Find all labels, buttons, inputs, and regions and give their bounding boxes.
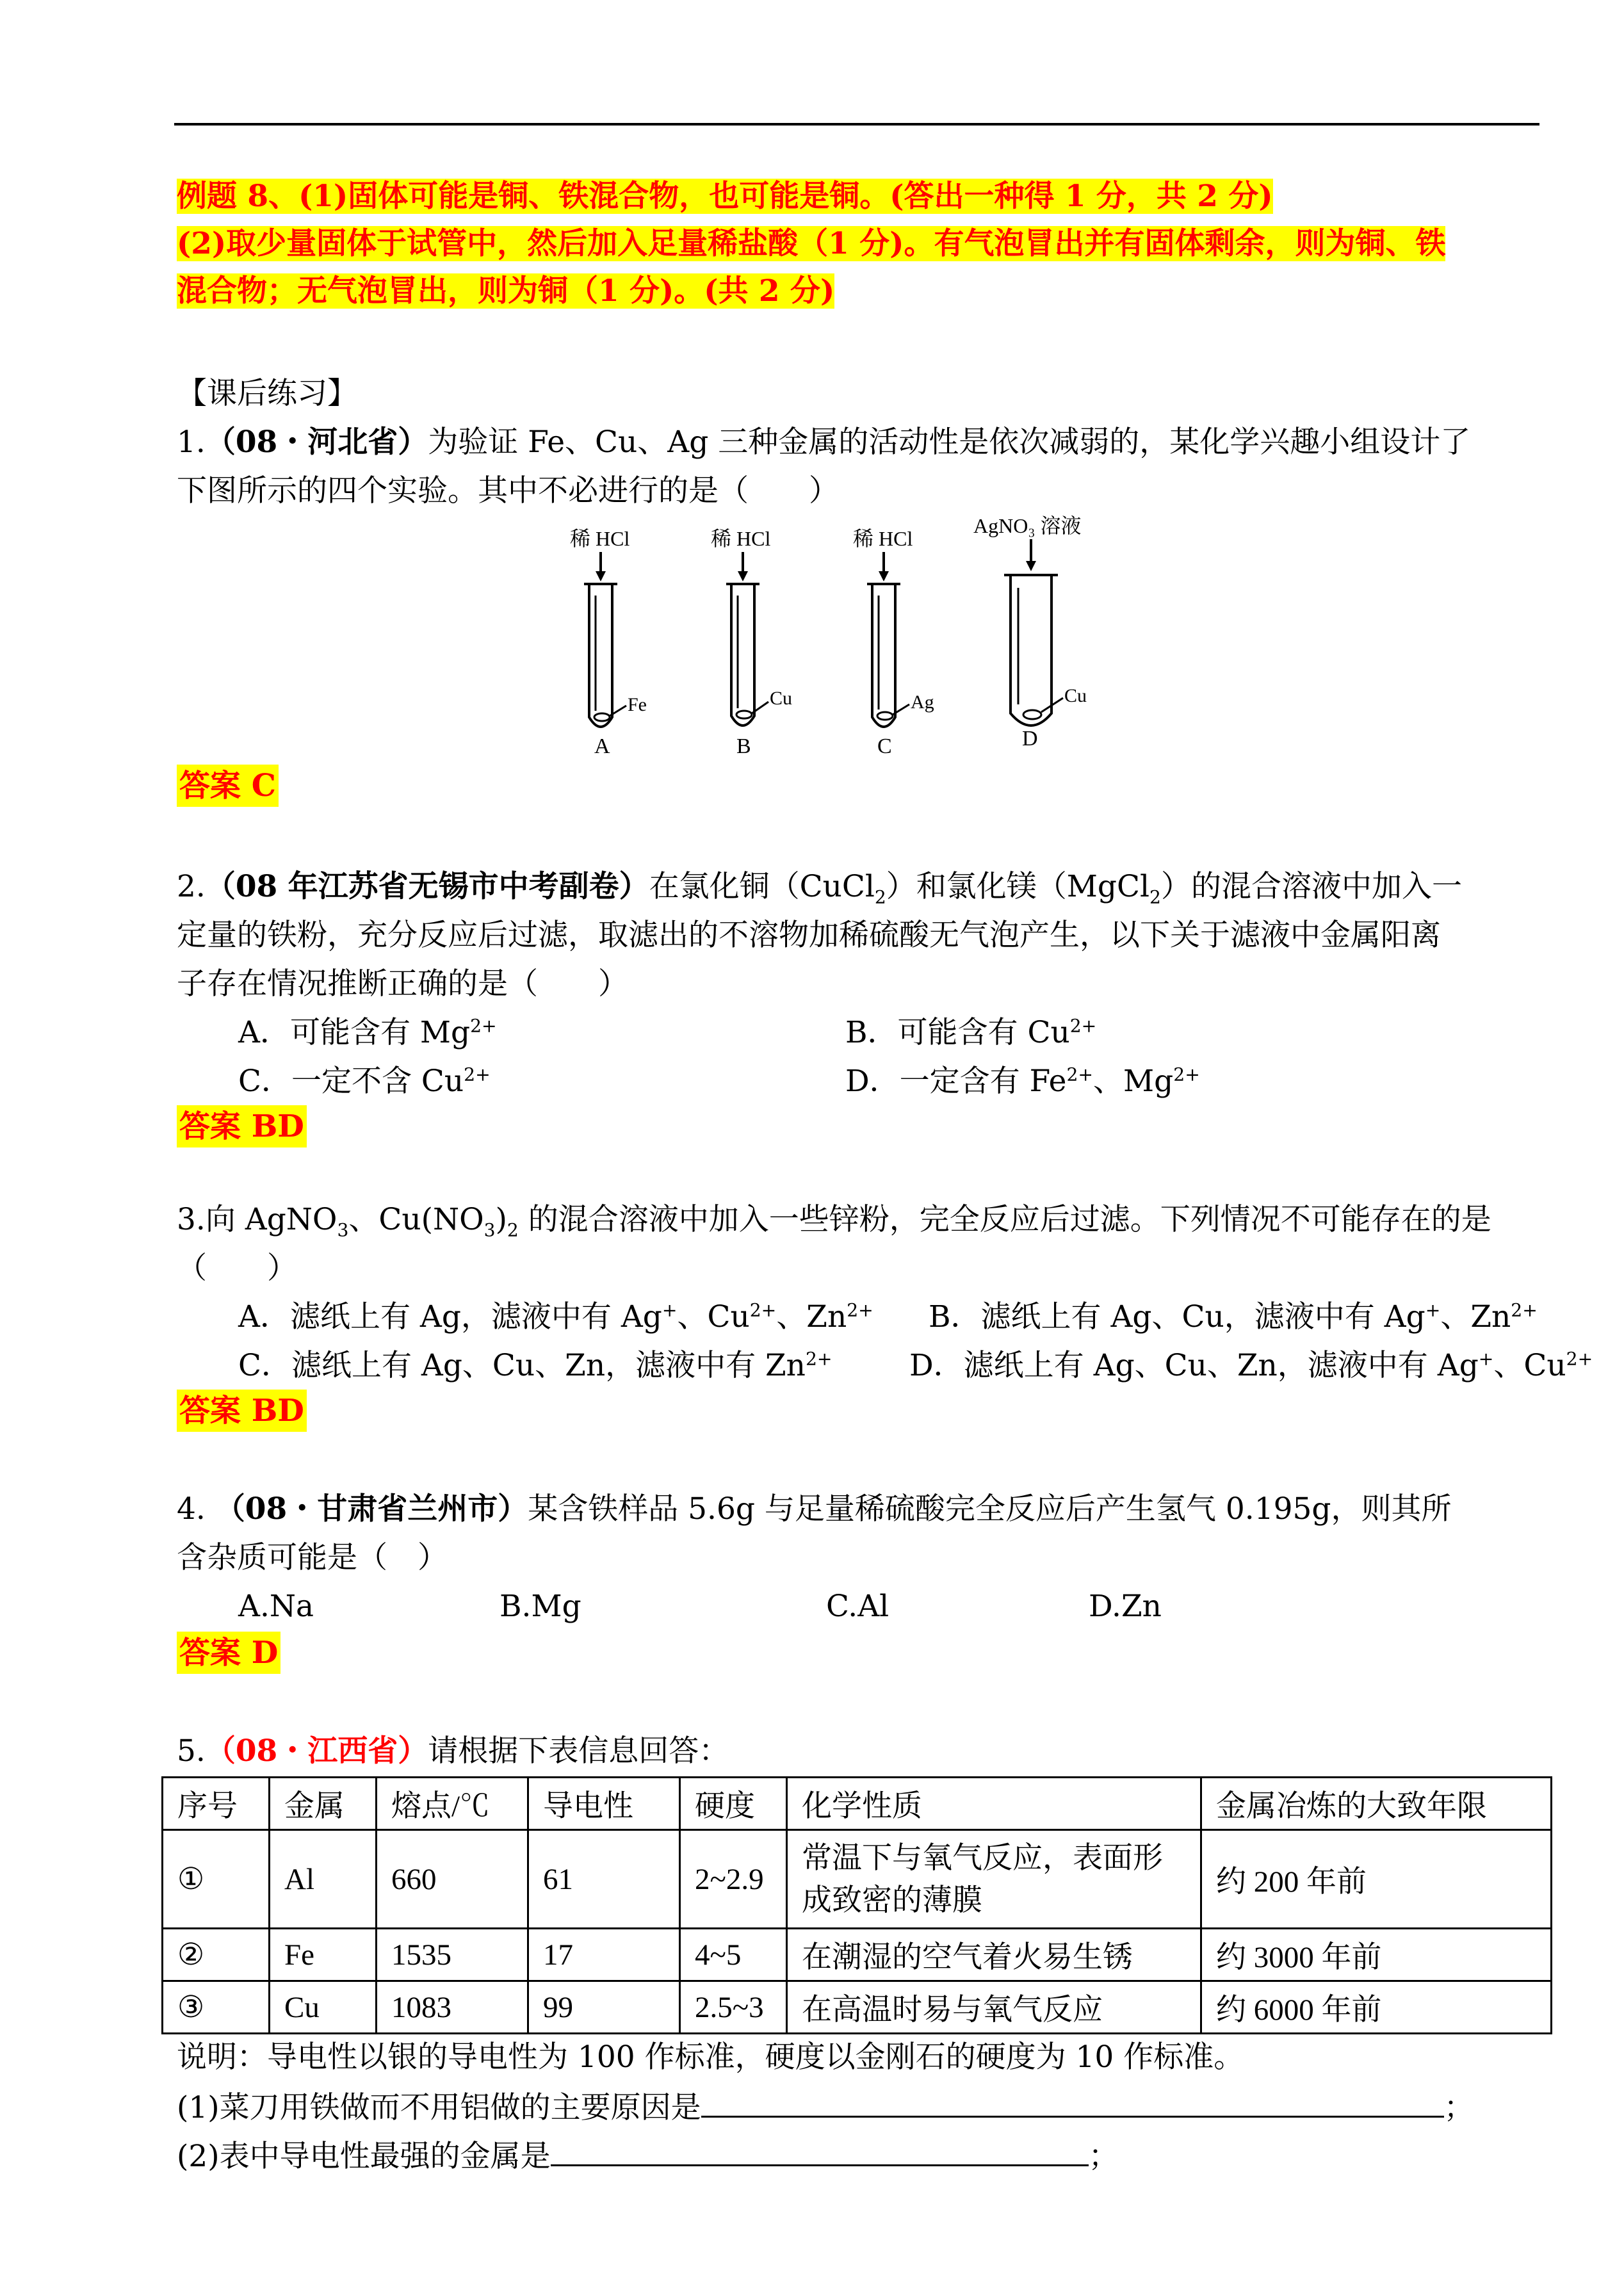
q3-option-a [238,1296,873,1338]
q5-subquestion-1 [177,2085,1474,2129]
q2-text-a2: ）和氯化镁（MgCl [886,869,1150,904]
tube-b-reagent: 稀 HCl [711,527,771,550]
q5-note: 说明：导电性以银的导电性为 100 作标准，硬度以金刚石的硬度为 10 作标准。 [177,2040,1244,2075]
header-cell: 化学性质 [787,1778,1201,1830]
q1-line1 [177,421,1470,464]
table-row [163,1830,1552,1929]
example8-line1: 例题 8、(1)固体可能是铜、铁混合物，也可能是铜。(答出一种得 1 分，共 2 分) [177,179,1273,214]
q5-sub2-end: ； [1088,2139,1119,2174]
section-title: 【课后练习】 [177,376,357,411]
q2-option-c [238,1060,491,1103]
q2-option-d-sup2: 2+ [1173,1064,1200,1085]
table-cell: 2~2.9 [680,1830,787,1929]
q4-text: 某含铁样品 5.6g 与足量稀硫酸完全反应后产生氢气 0.195g，则其所 [528,1491,1452,1527]
q2-option-c-text: C．一定不含 Cu [238,1064,464,1099]
q4-option-d: D.Zn [1089,1589,1162,1624]
table-cell: 4~5 [680,1929,787,1981]
q5-number: 5. [177,1733,206,1769]
tube-c-label: C [877,734,892,758]
table-cell: ③ [163,1981,270,2034]
header-cell: 序号 [163,1778,270,1830]
tube-d-label: D [1022,727,1038,750]
q2-answer: 答案 BD [177,1105,307,1148]
example8-line2: (2)取少量固体于试管中，然后加入足量稀盐酸（1 分)。有气泡冒出并有固体剩余，则为铜、铁 [177,226,1446,261]
table-cell: Fe [270,1929,377,1981]
header-cell: 金属 [270,1778,377,1830]
example8-line3: 混合物；无气泡冒出，则为铜（1 分)。(共 2 分) [177,273,835,309]
header-rule [174,123,1539,126]
table-cell: 17 [528,1929,680,1981]
q5-text: 请根据下表信息回答： [428,1733,729,1769]
table-row [163,1929,1552,1981]
tube-d-reagent: AgNO₃ 溶液 [973,514,1082,537]
q4-option-b: B.Mg [499,1589,581,1624]
example8-answer [177,173,1445,315]
q2-option-b [845,1012,1096,1054]
q2-text-a3: ）的混合溶液中加入一 [1160,869,1462,904]
q2-option-d-sup1: 2+ [1066,1064,1094,1085]
header-cell: 熔点/℃ [377,1778,528,1830]
table-cell: 1535 [377,1929,528,1981]
q2-option-d [845,1060,1200,1103]
q3-option-a-sup2: 2+ [749,1299,777,1321]
header-cell: 金属冶炼的大致年限 [1201,1778,1552,1830]
test-tube-figure [551,512,1153,762]
answer-blank-1[interactable] [701,2085,1444,2118]
q3-option-b-sup2: 2+ [1511,1299,1538,1321]
q4-option-a: A.Na [238,1589,314,1624]
tube-b [711,527,792,758]
q3-option-d-text1: D．滤纸上有 Ag、Cu、Zn，滤液中有 Ag [909,1348,1479,1383]
table-cell: 99 [528,1981,680,2034]
q4-line1 [177,1488,1452,1530]
q2-source: （08 年江苏省无锡市中考副卷） [205,869,649,904]
q2-option-a-sup: 2+ [470,1015,497,1037]
q3-sub3: 3 [337,1219,349,1241]
table-cell: 61 [528,1830,680,1929]
q2-line1 [177,866,1462,908]
table-cell: ② [163,1929,270,1981]
q3-text-a1: 3.向 AgNO [177,1202,337,1237]
q2-option-b-text: B．可能含有 Cu [845,1015,1070,1050]
table-cell: 约 200 年前 [1201,1830,1552,1929]
q3-option-b-text1: B．滤纸上有 Ag、Cu，滤液中有 Ag [929,1299,1425,1334]
q1-source: （08・河北省） [205,425,428,460]
q2-sub-b: 2 [1149,886,1161,908]
table-row [163,1981,1552,2034]
q3-sub3b: 3 [483,1219,496,1241]
q2-line2: 定量的铁粉，充分反应后过滤，取滤出的不溶物加稀硫酸无气泡产生，以下关于滤液中金属阳离 [177,918,1441,953]
q3-line2: （ ） [177,1251,297,1286]
q2-text-a1: 在氯化铜（CuCl [649,869,875,904]
table-cell: 660 [377,1830,528,1929]
q3-option-d-text2: 、Cu [1493,1348,1566,1383]
q2-sub-a: 2 [874,886,886,908]
q5-subquestion-2 [177,2134,1119,2178]
q4-line2: 含杂质可能是（ ） [177,1540,448,1575]
q3-answer: 答案 BD [177,1390,307,1432]
table-cell: 1083 [377,1981,528,2034]
q5-line1 [177,1730,729,1772]
table-cell: ① [163,1830,270,1929]
table-cell: 在潮湿的空气着火易生锈 [787,1929,1201,1981]
q4-option-c: C.Al [826,1589,889,1624]
answer-blank-2[interactable] [551,2134,1089,2166]
tube-a-reagent: 稀 HCl [570,527,630,550]
q3-option-a-text2: 、Cu [677,1299,750,1334]
q3-option-d-sup2: 2+ [1566,1348,1593,1370]
q3-option-b-text2: 、Zn [1440,1299,1511,1334]
table-cell: 在高温时易与氧气反应 [787,1981,1201,2034]
q3-text-a3: ) [495,1202,507,1237]
table-cell: 常温下与氧气反应，表面形成致密的薄膜 [787,1830,1201,1929]
q2-line3: 子存在情况推断正确的是（ ） [177,966,628,1002]
q1-answer: 答案 C [177,765,279,807]
table-cell: 约 6000 年前 [1201,1981,1552,2034]
tube-a-metal: Fe [628,694,647,715]
q2-option-a [238,1012,497,1054]
q3-option-a-text3: 、Zn [776,1299,847,1334]
q5-source: （08・江西省） [205,1733,428,1769]
q5-sub2-text: (2)表中导电性最强的金属是 [177,2139,551,2174]
q2-option-c-sup: 2+ [464,1064,491,1085]
q1-text: 为验证 Fe、Cu、Ag 三种金属的活动性是依次减弱的，某化学兴趣小组设计了 [428,425,1471,460]
q3-option-d-sup1: + [1478,1348,1494,1370]
tube-d [973,514,1087,750]
q3-option-a-sup1: + [662,1299,678,1321]
q3-option-b-sup1: + [1425,1299,1441,1321]
tube-c-reagent: 稀 HCl [853,527,913,550]
q3-option-d [909,1345,1593,1387]
q4-answer: 答案 D [177,1632,280,1674]
metal-properties-table [161,1776,1552,2034]
tube-a [570,527,647,758]
q4-source: （08・甘肃省兰州市） [215,1491,528,1527]
tube-d-metal: Cu [1064,685,1087,706]
tube-b-metal: Cu [770,688,793,709]
q2-option-b-sup: 2+ [1069,1015,1097,1037]
header-cell: 硬度 [680,1778,787,1830]
q3-option-c [238,1345,832,1387]
table-cell: 2.5~3 [680,1981,787,2034]
q5-sub1-end: ； [1443,2090,1474,2125]
tube-c-metal: Ag [911,692,934,713]
tube-b-label: B [736,734,751,758]
q1-line2: 下图所示的四个实验。其中不必进行的是（ ） [177,473,839,508]
q1-number: 1. [177,425,206,460]
q2-option-a-text: A．可能含有 Mg [238,1015,471,1050]
tube-c [853,527,934,758]
q2-number: 2. [177,869,206,904]
table-cell: Cu [270,1981,377,2034]
q5-sub1-text: (1)菜刀用铁做而不用铝做的主要原因是 [177,2090,701,2125]
q3-option-b [929,1296,1538,1338]
table-cell: 约 3000 年前 [1201,1929,1552,1981]
tube-a-label: A [594,734,610,758]
q3-option-c-sup1: 2+ [805,1348,832,1370]
q4-number: 4. [177,1491,206,1527]
q2-option-d-text1: D．一定含有 Fe [845,1064,1067,1099]
table-header-row [163,1778,1552,1830]
q3-option-a-sup3: 2+ [847,1299,873,1321]
q3-option-a-text1: A．滤纸上有 Ag，滤液中有 Ag [238,1299,662,1334]
q3-text-a2: 、Cu(NO [348,1202,484,1237]
q3-text-a4: 的混合溶液中加入一些锌粉，完全反应后过滤。下列情况不可能存在的是 [518,1202,1491,1237]
q3-sub2: 2 [507,1219,519,1241]
q3-option-c-text1: C．滤纸上有 Ag、Cu、Zn，滤液中有 Zn [238,1348,806,1383]
q3-line1 [177,1199,1491,1241]
table-cell: Al [270,1830,377,1929]
header-cell: 导电性 [528,1778,680,1830]
q2-option-d-text2: 、Mg [1093,1064,1174,1099]
